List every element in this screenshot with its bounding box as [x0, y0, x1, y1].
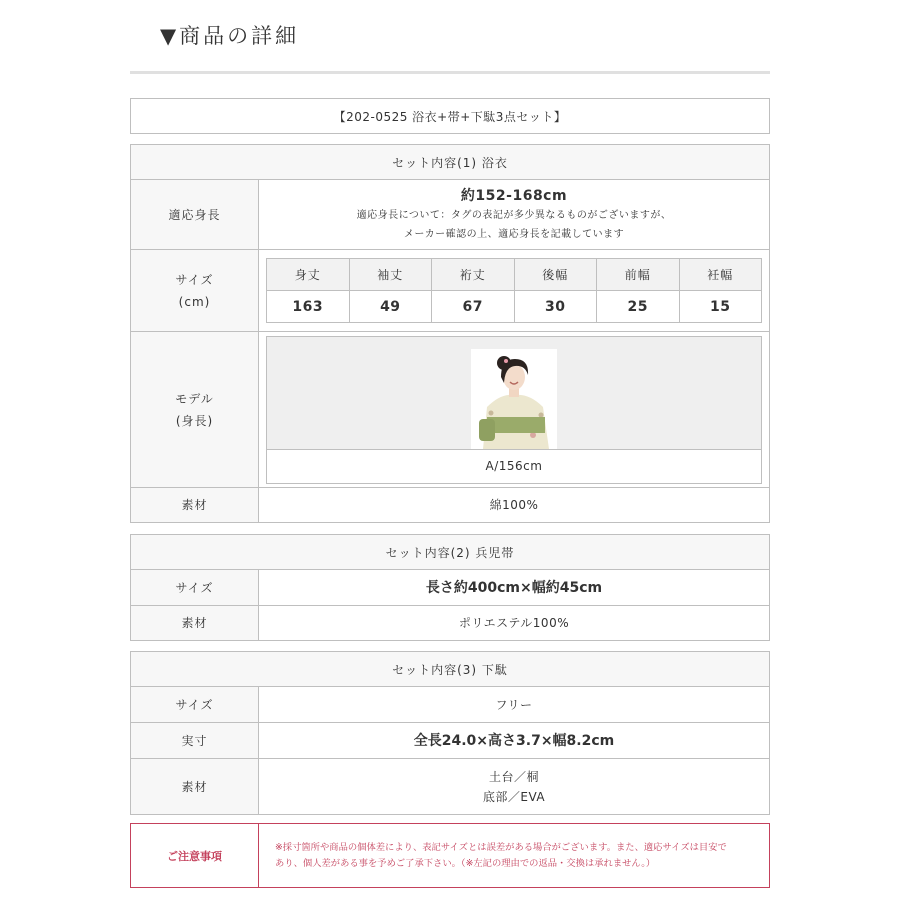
geta-size-row [131, 687, 769, 723]
size-header-row [267, 259, 762, 291]
size-table [266, 258, 762, 323]
height-note-2: メーカー確認の上、適応身長を記載しています [403, 228, 625, 240]
size-value-cell: 67 [432, 291, 514, 323]
obi-size-label: サイズ [131, 570, 259, 605]
geta-actual-row [131, 723, 769, 759]
notice-line-2: あり、個人差がある事を予めご了承下さい。（※左記の理由での返品・交換は承れません。） [275, 857, 656, 869]
obi-size-value: 長さ約400cm×幅約45cm [425, 579, 603, 596]
geta-material-row [131, 759, 769, 814]
geta-actual-value: 全長24.0×高さ3.7×幅8.2cm [413, 732, 615, 749]
size-value-cell: 15 [679, 291, 762, 323]
model-height-label: (身長) [175, 413, 214, 428]
height-label: 適応身長 [131, 180, 259, 249]
size-value-cell: 163 [267, 291, 350, 323]
model-box [266, 336, 762, 484]
product-title: 【202-0525 浴衣+帯+下駄3点セット】 [130, 98, 770, 134]
height-value: 約152-168cm [460, 187, 568, 204]
notice-line-1: ※採寸箇所や商品の個体差により、表記サイズとは誤差がある場合がございます。また、適応サイズは目安で [275, 841, 727, 853]
size-header-cell: 後幅 [514, 259, 596, 291]
size-value-row [267, 291, 762, 323]
size-value-cell: 30 [514, 291, 596, 323]
model-caption: A/156cm [485, 459, 543, 473]
model-label-cell [131, 332, 259, 487]
geta-material-cell [259, 759, 769, 814]
size-value-cell: 25 [597, 291, 679, 323]
model-cell [259, 332, 769, 487]
size-header-cell: 袖丈 [349, 259, 431, 291]
size-unit-label: (cm) [178, 294, 211, 309]
size-label: サイズ [175, 272, 214, 287]
height-row [131, 180, 769, 250]
size-header-cell: 前幅 [597, 259, 679, 291]
obi-material-value: ポリエステル100% [458, 616, 570, 630]
page-title: ▼商品の詳細 [160, 24, 300, 48]
model-row [131, 332, 769, 488]
size-row [131, 250, 769, 332]
notice-box [130, 823, 770, 888]
set2-title: セット内容(2) 兵児帯 [131, 535, 769, 570]
set1-block [130, 144, 770, 523]
geta-material-sole: 底部／EVA [482, 789, 546, 804]
height-value-cell [259, 180, 769, 249]
obi-size-row [131, 570, 769, 606]
geta-size-label: サイズ [131, 687, 259, 722]
set1-title: セット内容(1) 浴衣 [131, 145, 769, 180]
size-header-cell: 裄丈 [432, 259, 514, 291]
set2-block [130, 534, 770, 641]
set3-title: セット内容(3) 下駄 [131, 652, 769, 687]
geta-material-base: 土台／桐 [488, 769, 539, 784]
size-header-cell: 身丈 [267, 259, 350, 291]
geta-material-label: 素材 [131, 759, 259, 814]
geta-size-value: フリー [495, 697, 533, 712]
obi-material-label: 素材 [131, 606, 259, 640]
set3-block [130, 651, 770, 815]
size-header-cell: 衽幅 [679, 259, 762, 291]
title-divider [130, 71, 770, 74]
size-value-cell: 49 [349, 291, 431, 323]
height-note-1: 適応身長について：タグの表記が多少異なるものがございますが、 [356, 209, 672, 221]
notice-label: ご注意事項 [131, 824, 259, 887]
model-photo-area [267, 337, 761, 450]
model-photo [471, 349, 557, 449]
geta-actual-label: 実寸 [131, 723, 259, 758]
model-label: モデル [175, 391, 214, 406]
notice-text [259, 824, 769, 887]
size-table-cell [259, 250, 769, 331]
material-row [131, 488, 769, 522]
material-value: 綿100% [489, 498, 539, 512]
material-label: 素材 [131, 488, 259, 522]
size-label-cell [131, 250, 259, 331]
obi-material-row [131, 606, 769, 640]
